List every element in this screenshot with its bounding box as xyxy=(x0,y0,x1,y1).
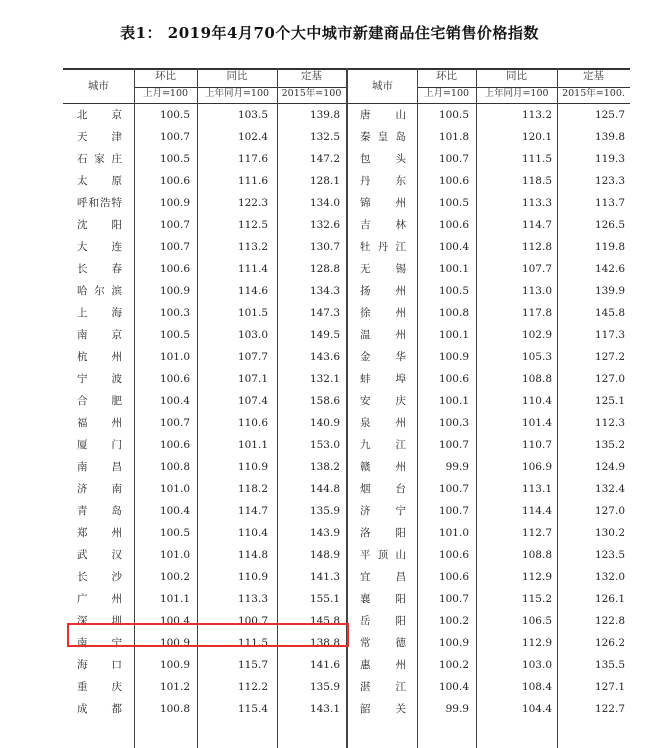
yoy-cell: 101.5 xyxy=(237,307,268,319)
header-mom-right: 环比 xyxy=(436,70,457,82)
fixed-cell: 155.1 xyxy=(309,593,340,605)
city-cell: 烟台 xyxy=(360,483,406,495)
mom-cell: 99.9 xyxy=(445,461,469,473)
mom-cell: 100.6 xyxy=(159,263,190,275)
fixed-cell: 147.3 xyxy=(309,307,340,319)
city-cell: 扬州 xyxy=(360,285,406,297)
mom-cell: 100.7 xyxy=(438,593,469,605)
yoy-cell: 103.0 xyxy=(237,329,268,341)
city-cell: 温州 xyxy=(360,329,406,341)
mom-cell: 100.8 xyxy=(159,703,190,715)
mom-cell: 101.0 xyxy=(159,483,190,495)
mom-cell: 100.9 xyxy=(159,197,190,209)
city-cell: 蚌埠 xyxy=(360,373,406,385)
mom-cell: 100.6 xyxy=(159,439,190,451)
city-cell: 唐山 xyxy=(360,109,406,121)
fixed-cell: 123.5 xyxy=(594,549,625,561)
mom-cell: 100.5 xyxy=(438,285,469,297)
header-yoy-base-left: 上年同月=100 xyxy=(204,88,270,99)
yoy-cell: 118.2 xyxy=(237,483,268,495)
city-cell: 徐州 xyxy=(360,307,406,319)
yoy-cell: 107.7 xyxy=(521,263,552,275)
fixed-cell: 117.3 xyxy=(594,329,625,341)
yoy-cell: 111.5 xyxy=(521,153,552,165)
city-cell: 泉州 xyxy=(360,417,406,429)
yoy-cell: 110.4 xyxy=(237,527,268,539)
city-cell: 洛阳 xyxy=(360,527,406,539)
fixed-cell: 127.0 xyxy=(594,373,625,385)
header-mom-base-left: 上月=100 xyxy=(142,88,189,99)
mom-cell: 100.7 xyxy=(438,153,469,165)
fixed-cell: 124.9 xyxy=(594,461,625,473)
fixed-cell: 135.9 xyxy=(309,681,340,693)
city-cell: 福州 xyxy=(77,417,122,429)
fixed-cell: 153.0 xyxy=(309,439,340,451)
fixed-cell: 135.5 xyxy=(594,659,625,671)
fixed-cell: 122.8 xyxy=(594,615,625,627)
city-cell: 牡丹江 xyxy=(360,241,406,253)
yoy-cell: 103.5 xyxy=(237,109,268,121)
city-cell: 湛江 xyxy=(360,681,406,693)
city-cell: 包头 xyxy=(360,153,406,165)
mom-cell: 100.6 xyxy=(159,373,190,385)
city-cell: 太原 xyxy=(77,175,122,187)
city-cell: 平顶山 xyxy=(360,549,406,561)
city-cell: 济南 xyxy=(77,483,122,495)
fixed-cell: 142.6 xyxy=(594,263,625,275)
fixed-cell: 127.1 xyxy=(594,681,625,693)
city-cell: 北京 xyxy=(77,109,122,121)
table-title: 表1： 2019年4月70个大中城市新建商品住宅销售价格指数 xyxy=(120,24,539,42)
city-cell: 无锡 xyxy=(360,263,406,275)
yoy-cell: 106.9 xyxy=(521,461,552,473)
yoy-cell: 114.8 xyxy=(237,549,268,561)
yoy-cell: 107.4 xyxy=(237,395,268,407)
header-fixed-left: 定基 xyxy=(301,70,322,82)
mom-cell: 99.9 xyxy=(445,703,469,715)
fixed-cell: 147.2 xyxy=(309,153,340,165)
yoy-cell: 113.1 xyxy=(521,483,552,495)
fixed-cell: 141.6 xyxy=(309,659,340,671)
yoy-cell: 111.5 xyxy=(237,637,268,649)
yoy-cell: 104.4 xyxy=(521,703,552,715)
mom-cell: 100.7 xyxy=(438,483,469,495)
mom-cell: 100.6 xyxy=(438,571,469,583)
city-cell: 常德 xyxy=(360,637,406,649)
yoy-cell: 113.2 xyxy=(521,109,552,121)
city-cell: 安庆 xyxy=(360,395,406,407)
yoy-cell: 112.8 xyxy=(521,241,552,253)
city-cell: 成都 xyxy=(77,703,122,715)
mom-cell: 100.5 xyxy=(159,527,190,539)
fixed-cell: 132.4 xyxy=(594,483,625,495)
yoy-cell: 112.2 xyxy=(237,681,268,693)
mom-cell: 100.9 xyxy=(438,637,469,649)
fixed-cell: 143.9 xyxy=(309,527,340,539)
mom-cell: 100.5 xyxy=(438,197,469,209)
mom-cell: 100.7 xyxy=(438,505,469,517)
header-fixed-base-left: 2015年=100 xyxy=(281,88,342,99)
fixed-cell: 145.8 xyxy=(309,615,340,627)
fixed-cell: 148.9 xyxy=(309,549,340,561)
fixed-cell: 122.7 xyxy=(594,703,625,715)
fixed-cell: 128.1 xyxy=(309,175,340,187)
mom-cell: 100.5 xyxy=(159,109,190,121)
header-city-right: 城市 xyxy=(372,80,393,92)
fixed-cell: 135.2 xyxy=(594,439,625,451)
mom-cell: 101.0 xyxy=(159,351,190,363)
fixed-cell: 119.3 xyxy=(594,153,625,165)
header-fixed-base-right: 2015年=100. xyxy=(562,88,625,99)
yoy-cell: 110.6 xyxy=(237,417,268,429)
yoy-cell: 114.6 xyxy=(237,285,268,297)
mom-cell: 101.1 xyxy=(159,593,190,605)
mom-cell: 100.6 xyxy=(438,373,469,385)
mom-cell: 100.4 xyxy=(159,505,190,517)
city-cell: 金华 xyxy=(360,351,406,363)
mom-cell: 100.7 xyxy=(159,219,190,231)
header-mom-left: 环比 xyxy=(155,70,176,82)
yoy-cell: 111.4 xyxy=(237,263,268,275)
mom-cell: 100.4 xyxy=(159,395,190,407)
mom-cell: 100.8 xyxy=(159,461,190,473)
city-cell: 南京 xyxy=(77,329,122,341)
fixed-cell: 128.8 xyxy=(309,263,340,275)
city-cell: 长春 xyxy=(77,263,122,275)
city-cell: 天津 xyxy=(77,131,122,143)
yoy-cell: 108.4 xyxy=(521,681,552,693)
yoy-cell: 100.7 xyxy=(237,615,268,627)
yoy-cell: 117.8 xyxy=(521,307,552,319)
fixed-cell: 125.7 xyxy=(594,109,625,121)
mom-cell: 100.6 xyxy=(438,549,469,561)
mom-cell: 100.6 xyxy=(438,219,469,231)
yoy-cell: 105.3 xyxy=(521,351,552,363)
fixed-cell: 145.8 xyxy=(594,307,625,319)
yoy-cell: 107.1 xyxy=(237,373,268,385)
city-cell: 大连 xyxy=(77,241,122,253)
city-cell: 九江 xyxy=(360,439,406,451)
header-yoy-left: 同比 xyxy=(226,70,248,82)
yoy-cell: 110.7 xyxy=(521,439,552,451)
mom-cell: 100.7 xyxy=(159,131,190,143)
city-cell: 锦州 xyxy=(360,197,406,209)
yoy-cell: 106.5 xyxy=(521,615,552,627)
yoy-cell: 113.0 xyxy=(521,285,552,297)
mom-cell: 100.2 xyxy=(438,659,469,671)
yoy-cell: 122.3 xyxy=(237,197,268,209)
fixed-cell: 125.1 xyxy=(594,395,625,407)
mom-cell: 100.5 xyxy=(438,109,469,121)
header-fixed-right: 定基 xyxy=(583,70,604,82)
mom-cell: 100.4 xyxy=(438,681,469,693)
mom-cell: 100.9 xyxy=(159,659,190,671)
city-cell: 广州 xyxy=(77,593,122,605)
mom-cell: 100.5 xyxy=(159,153,190,165)
mom-cell: 100.9 xyxy=(438,351,469,363)
city-cell: 赣州 xyxy=(360,461,406,473)
city-cell: 沈阳 xyxy=(77,219,122,231)
mom-cell: 100.7 xyxy=(438,439,469,451)
city-cell: 宁波 xyxy=(77,373,122,385)
fixed-cell: 143.6 xyxy=(309,351,340,363)
mom-cell: 100.9 xyxy=(159,637,190,649)
fixed-cell: 132.0 xyxy=(594,571,625,583)
mom-cell: 100.4 xyxy=(438,241,469,253)
city-cell: 长沙 xyxy=(77,571,122,583)
city-cell: 重庆 xyxy=(77,681,122,693)
fixed-cell: 130.2 xyxy=(594,527,625,539)
mom-cell: 100.8 xyxy=(438,307,469,319)
yoy-cell: 110.9 xyxy=(237,571,268,583)
city-cell: 武汉 xyxy=(77,549,122,561)
city-cell: 丹东 xyxy=(360,175,406,187)
fixed-cell: 112.3 xyxy=(594,417,625,429)
yoy-cell: 115.7 xyxy=(237,659,268,671)
fixed-cell: 123.3 xyxy=(594,175,625,187)
yoy-cell: 110.4 xyxy=(521,395,552,407)
fixed-cell: 132.6 xyxy=(309,219,340,231)
header-yoy-base-right: 上年同月=100 xyxy=(484,88,549,99)
yoy-cell: 112.9 xyxy=(521,637,552,649)
mom-cell: 100.6 xyxy=(159,175,190,187)
mom-cell: 100.2 xyxy=(159,571,190,583)
mom-cell: 100.9 xyxy=(159,285,190,297)
fixed-cell: 127.2 xyxy=(594,351,625,363)
mom-cell: 100.3 xyxy=(159,307,190,319)
city-cell: 深圳 xyxy=(77,615,122,627)
city-cell: 哈尔滨 xyxy=(77,285,122,297)
city-cell: 韶关 xyxy=(360,703,406,715)
fixed-cell: 140.9 xyxy=(309,417,340,429)
mom-cell: 100.6 xyxy=(438,175,469,187)
yoy-cell: 110.9 xyxy=(237,461,268,473)
yoy-cell: 101.1 xyxy=(237,439,268,451)
city-cell: 南昌 xyxy=(77,461,122,473)
city-cell: 秦皇岛 xyxy=(360,131,406,143)
fixed-cell: 126.5 xyxy=(594,219,625,231)
yoy-cell: 115.2 xyxy=(521,593,552,605)
fixed-cell: 132.5 xyxy=(309,131,340,143)
city-cell: 宜昌 xyxy=(360,571,406,583)
mom-cell: 100.4 xyxy=(159,615,190,627)
fixed-cell: 134.0 xyxy=(309,197,340,209)
fixed-cell: 127.0 xyxy=(594,505,625,517)
yoy-cell: 108.8 xyxy=(521,549,552,561)
mom-cell: 101.8 xyxy=(438,131,469,143)
header-mom-base-right: 上月=100 xyxy=(423,88,470,99)
fixed-cell: 132.1 xyxy=(309,373,340,385)
city-cell: 石家庄 xyxy=(77,153,122,165)
yoy-cell: 108.8 xyxy=(521,373,552,385)
mom-cell: 100.7 xyxy=(159,241,190,253)
yoy-cell: 102.4 xyxy=(237,131,268,143)
city-cell: 呼和浩特 xyxy=(77,197,122,209)
yoy-cell: 112.5 xyxy=(237,219,268,231)
yoy-cell: 114.4 xyxy=(521,505,552,517)
city-cell: 厦门 xyxy=(77,439,122,451)
fixed-cell: 143.1 xyxy=(309,703,340,715)
city-cell: 合肥 xyxy=(77,395,122,407)
yoy-cell: 101.4 xyxy=(521,417,552,429)
fixed-cell: 139.9 xyxy=(594,285,625,297)
fixed-cell: 119.8 xyxy=(594,241,625,253)
mom-cell: 101.0 xyxy=(438,527,469,539)
city-cell: 上海 xyxy=(77,307,122,319)
fixed-cell: 138.2 xyxy=(309,461,340,473)
header-city-left: 城市 xyxy=(88,80,109,92)
mom-cell: 101.0 xyxy=(159,549,190,561)
city-cell: 惠州 xyxy=(360,659,406,671)
yoy-cell: 113.2 xyxy=(237,241,268,253)
mom-cell: 100.2 xyxy=(438,615,469,627)
mom-cell: 100.1 xyxy=(438,329,469,341)
city-cell: 南宁 xyxy=(77,637,122,649)
fixed-cell: 138.8 xyxy=(309,637,340,649)
city-cell: 吉林 xyxy=(360,219,406,231)
fixed-cell: 149.5 xyxy=(309,329,340,341)
fixed-cell: 144.8 xyxy=(309,483,340,495)
mom-cell: 100.1 xyxy=(438,395,469,407)
yoy-cell: 118.5 xyxy=(521,175,552,187)
yoy-cell: 120.1 xyxy=(521,131,552,143)
fixed-cell: 134.3 xyxy=(309,285,340,297)
fixed-cell: 135.9 xyxy=(309,505,340,517)
yoy-cell: 113.3 xyxy=(237,593,268,605)
city-cell: 海口 xyxy=(77,659,122,671)
yoy-cell: 112.7 xyxy=(521,527,552,539)
city-cell: 青岛 xyxy=(77,505,122,517)
fixed-cell: 139.8 xyxy=(594,131,625,143)
fixed-cell: 141.3 xyxy=(309,571,340,583)
yoy-cell: 103.0 xyxy=(521,659,552,671)
yoy-cell: 112.9 xyxy=(521,571,552,583)
header-yoy-right: 同比 xyxy=(506,70,527,82)
yoy-cell: 107.7 xyxy=(237,351,268,363)
mom-cell: 100.3 xyxy=(438,417,469,429)
fixed-cell: 139.8 xyxy=(309,109,340,121)
city-cell: 济宁 xyxy=(360,505,406,517)
yoy-cell: 113.3 xyxy=(521,197,552,209)
mom-cell: 100.1 xyxy=(438,263,469,275)
yoy-cell: 102.9 xyxy=(521,329,552,341)
yoy-cell: 115.4 xyxy=(237,703,268,715)
fixed-cell: 113.7 xyxy=(594,197,625,209)
mom-cell: 101.2 xyxy=(159,681,190,693)
fixed-cell: 130.7 xyxy=(309,241,340,253)
fixed-cell: 126.2 xyxy=(594,637,625,649)
yoy-cell: 111.6 xyxy=(237,175,268,187)
yoy-cell: 114.7 xyxy=(521,219,552,231)
yoy-cell: 114.7 xyxy=(237,505,268,517)
fixed-cell: 126.1 xyxy=(594,593,625,605)
fixed-cell: 158.6 xyxy=(309,395,340,407)
highlight-box-nanning xyxy=(67,623,349,647)
mom-cell: 100.5 xyxy=(159,329,190,341)
city-cell: 襄阳 xyxy=(360,593,406,605)
yoy-cell: 117.6 xyxy=(237,153,268,165)
mom-cell: 100.7 xyxy=(159,417,190,429)
city-cell: 杭州 xyxy=(77,351,122,363)
city-cell: 郑州 xyxy=(77,527,122,539)
city-cell: 岳阳 xyxy=(360,615,406,627)
